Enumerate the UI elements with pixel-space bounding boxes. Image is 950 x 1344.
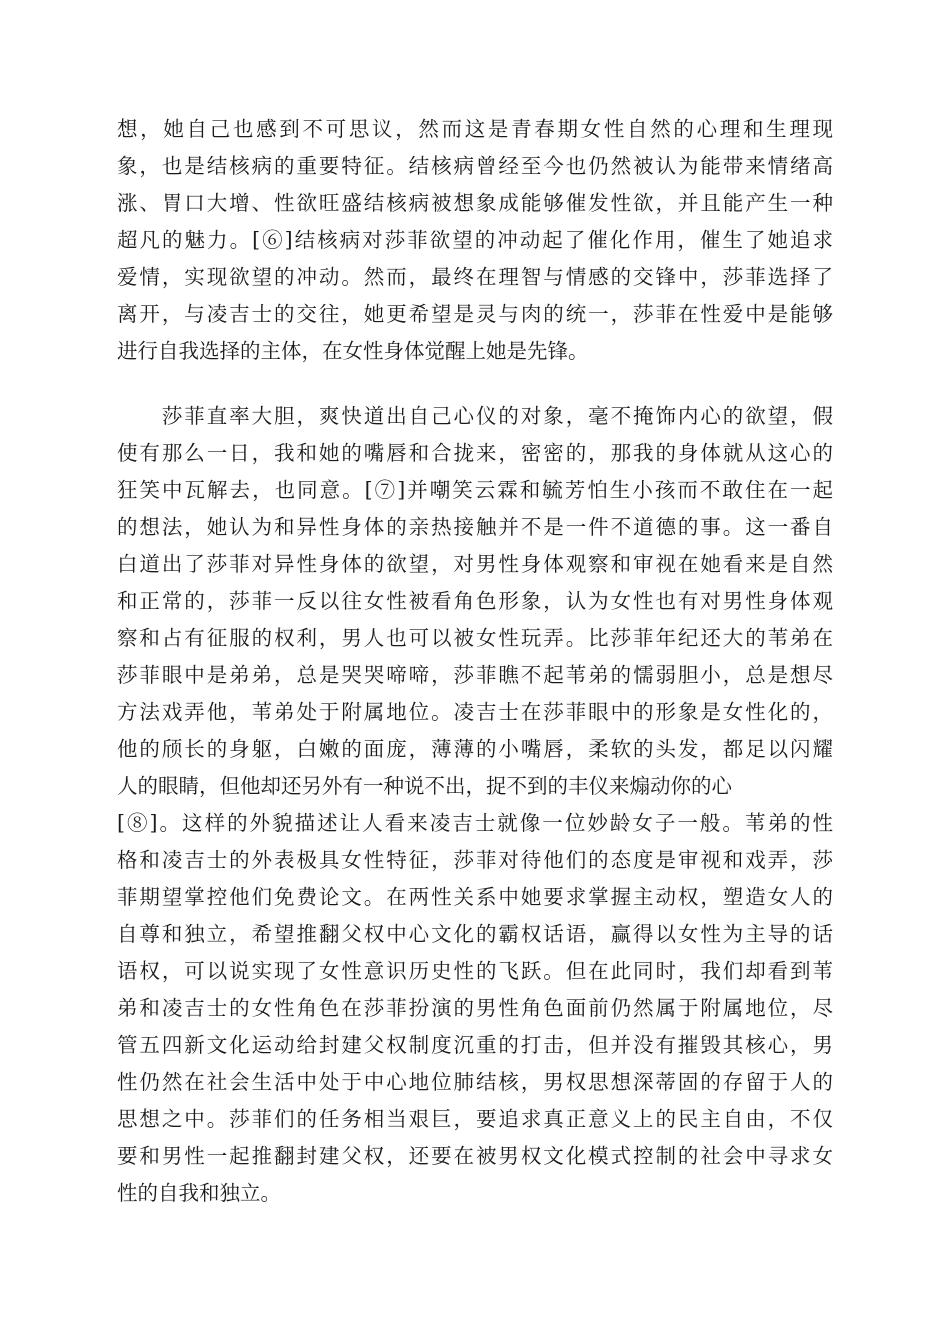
paragraph-line: 他的颀长的身躯，白嫩的面庞，薄薄的小嘴唇，柔软的头发，都足以闪耀 [117,737,833,761]
paragraph-line: 管五四新文化运动给封建父权制度沉重的打击，但并没有摧毁其核心，男 [117,1033,833,1057]
paragraph-line: 菲期望掌控他们免费论文。在两性关系中她要求掌握主动权，塑造女人的 [117,885,833,909]
paragraph-line: 莎菲直率大胆，爽快道出自己心仪的对象，毫不掩饰内心的欲望，假 [117,404,833,428]
paragraph-line: 进行自我选择的主体，在女性身体觉醒上她是先锋。 [117,339,589,363]
paragraph-line: 性的自我和独立。 [117,1181,281,1205]
paragraph-line: 离开，与凌吉士的交往，她更希望是灵与肉的统一，莎菲在性爱中是能够 [117,302,833,326]
paragraph-line: 爱情，实现欲望的冲动。然而，最终在理智与情感的交锋中，莎菲选择了 [117,265,833,289]
paragraph-line: 要和男性一起推翻封建父权，还要在被男权文化模式控制的社会中寻求女 [117,1144,833,1168]
paragraph-line: 白道出了莎菲对异性身体的欲望，对男性身体观察和审视在她看来是自然 [117,552,833,576]
paragraph-line: 狂笑中瓦解去，也同意。[⑦]并嘲笑云霖和毓芳怕生小孩而不敢住在一起 [117,478,833,502]
paragraph-line: 语权，可以说实现了女性意识历史性的飞跃。但在此同时，我们却看到苇 [117,959,833,983]
paragraph-line: 自尊和独立，希望推翻父权中心文化的霸权话语，赢得以女性为主导的话 [117,922,833,946]
paragraph-line: 想，她自己也感到不可思议，然而这是青春期女性自然的心理和生理现 [117,117,833,141]
paragraph-line: 性仍然在社会生活中处于中心地位肺结核，男权思想深蒂固的存留于人的 [117,1070,833,1094]
paragraph-line: 格和凌吉士的外表极具女性特征，莎菲对待他们的态度是审视和戏弄，莎 [117,848,833,872]
paragraph-line: 使有那么一日，我和她的嘴唇和合拢来，密密的，那我的身体就从这心的 [117,441,833,465]
paragraph-line: 人的眼睛，但他却还另外有一种说不出，捉不到的丰仪来煽动你的心 [117,774,732,798]
paragraph-line: 的想法，她认为和异性身体的亲热接触并不是一件不道德的事。这一番自 [117,515,833,539]
paragraph-line: 莎菲眼中是弟弟，总是哭哭啼啼，莎菲瞧不起苇弟的懦弱胆小，总是想尽 [117,663,833,687]
paragraph-line: 方法戏弄他，苇弟处于附属地位。凌吉士在莎菲眼中的形象是女性化的， [117,700,833,724]
paragraph-2 [117,398,833,1212]
paragraph-line: [⑧]。这样的外貌描述让人看来凌吉士就像一位妙龄女子一般。苇弟的性 [117,811,833,835]
paragraph-line: 象，也是结核病的重要特征。结核病曾经至今也仍然被认为能带来情绪高 [117,154,833,178]
paragraph-line: 弟和凌吉士的女性角色在莎菲扮演的男性角色面前仍然属于附属地位，尽 [117,996,833,1020]
paragraph-line: 察和占有征服的权利，男人也可以被女性玩弄。比莎菲年纪还大的苇弟在 [117,626,833,650]
paragraph-1 [117,111,833,370]
paragraph-line: 超凡的魅力。[⑥]结核病对莎菲欲望的冲动起了催化作用，催生了她追求 [117,228,833,252]
paragraph-line: 涨、胃口大增、性欲旺盛结核病被想象成能够催发性欲，并且能产生一种 [117,191,833,215]
paragraph-line: 和正常的，莎菲一反以往女性被看角色形象，认为女性也有对男性身体观 [117,589,833,613]
paragraph-line: 思想之中。莎菲们的任务相当艰巨，要追求真正意义上的民主自由，不仅 [117,1107,833,1131]
